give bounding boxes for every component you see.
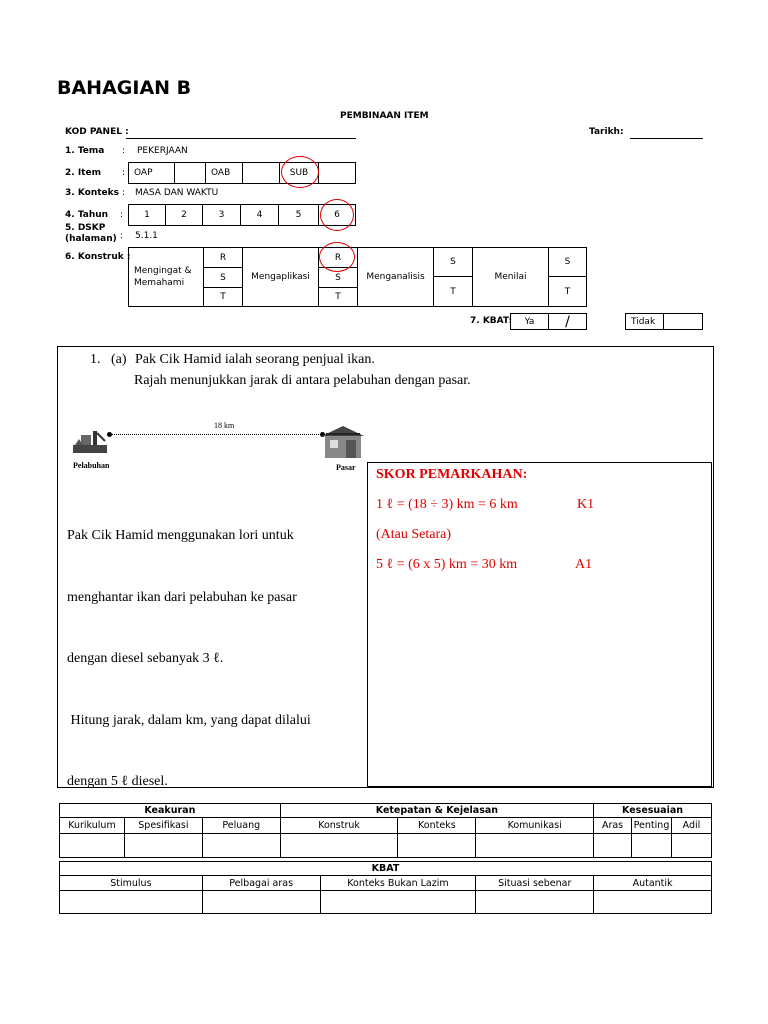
tema-value: PEKERJAAN xyxy=(137,146,188,156)
tahun-option-2[interactable]: 2 xyxy=(165,204,203,226)
col-penting: Penting xyxy=(632,818,672,834)
dskp-colon: : xyxy=(120,231,124,241)
evaluation-table-1 xyxy=(59,803,712,858)
market-icon xyxy=(322,424,364,460)
mengingat-s[interactable]: S xyxy=(203,267,243,288)
question-body-line-5: dengan 5 ℓ diesel. xyxy=(67,774,168,789)
tahun-option-1[interactable]: 1 xyxy=(128,204,166,226)
mengingat-t[interactable]: T xyxy=(203,287,243,307)
cell-stimulus[interactable] xyxy=(60,891,203,914)
konteks-colon: : xyxy=(122,188,126,198)
kbat-ya[interactable]: Ya xyxy=(510,313,549,330)
group-keakuran: Keakuran xyxy=(60,804,281,818)
konteks-value: MASA DAN WAKTU xyxy=(135,188,219,198)
mengaplikasi-r[interactable]: R xyxy=(318,247,358,268)
item-option-blank-1[interactable] xyxy=(174,162,206,184)
start-dot xyxy=(107,432,112,437)
marking-line2: (Atau Setara) xyxy=(376,527,452,542)
cell-peluang[interactable] xyxy=(202,834,280,858)
col-kurikulum: Kurikulum xyxy=(60,818,125,834)
col-konteks-bukan-lazim: Konteks Bukan Lazim xyxy=(320,876,476,891)
konstruk-label: 6. Konstruk : xyxy=(65,252,131,262)
cell-autantik[interactable] xyxy=(594,891,712,914)
group-ketepatan: Ketepatan & Kejelasan xyxy=(280,804,593,818)
item-option-blank-3[interactable] xyxy=(318,162,356,184)
kbat-ya-mark[interactable]: / xyxy=(548,313,587,330)
marking-heading: SKOR PEMARKAHAN: xyxy=(376,467,528,482)
marking-line3: 5 ℓ = (6 x 5) km = 30 km xyxy=(376,557,518,572)
tahun-label: 4. Tahun xyxy=(65,210,109,220)
question-body-line-1: Pak Cik Hamid menggunakan lori untuk xyxy=(67,528,294,543)
col-konteks: Konteks xyxy=(398,818,476,834)
col-konstruk: Konstruk xyxy=(280,818,398,834)
question-body-line-3: dengan diesel sebanyak 3 ℓ. xyxy=(67,651,224,666)
cell-pelbagai-aras[interactable] xyxy=(202,891,320,914)
distance-line xyxy=(109,434,325,435)
tahun-option-3[interactable]: 3 xyxy=(202,204,241,226)
cell-komunikasi[interactable] xyxy=(476,834,594,858)
cell-konteks-bukan-lazim[interactable] xyxy=(320,891,476,914)
mengaplikasi-s[interactable]: S xyxy=(318,267,358,288)
cell-konstruk[interactable] xyxy=(280,834,398,858)
harbour-icon xyxy=(73,427,107,455)
question-body-line-4: Hitung jarak, dalam km, yang dapat dilalui xyxy=(67,712,311,728)
col-komunikasi: Komunikasi xyxy=(476,818,594,834)
marking-mark-a1: A1 xyxy=(575,557,593,572)
menganalisis-t[interactable]: T xyxy=(433,276,473,307)
tema-label: 1. Tema xyxy=(65,146,105,156)
konstruk-mengaplikasi: Mengaplikasi xyxy=(242,247,319,307)
cell-situasi-sebenar[interactable] xyxy=(476,891,594,914)
col-pelbagai-aras: Pelbagai aras xyxy=(202,876,320,891)
dskp-label xyxy=(65,223,117,245)
question-line1: Pak Cik Hamid ialah seorang penjual ikan. xyxy=(135,352,375,367)
konstruk-mengingat: Mengingat & Memahami xyxy=(128,247,204,307)
mengingat-r[interactable]: R xyxy=(203,247,243,268)
item-option-oab[interactable]: OAB xyxy=(205,162,243,184)
marking-mark-k1: K1 xyxy=(577,497,595,512)
konteks-label: 3. Konteks xyxy=(65,188,119,198)
tahun-6-circle-mark xyxy=(320,199,354,231)
dskp-label-line2: (halaman) xyxy=(65,234,117,244)
sub-circle-mark xyxy=(281,156,319,188)
menilai-t[interactable]: T xyxy=(548,276,587,307)
question-body xyxy=(67,485,311,813)
page-title: BAHAGIAN B xyxy=(57,77,192,99)
item-option-oap[interactable]: OAP xyxy=(128,162,175,184)
col-spesifikasi: Spesifikasi xyxy=(124,818,202,834)
kbat-tidak-box[interactable] xyxy=(663,313,703,330)
mengaplikasi-r-circle-mark xyxy=(319,242,355,272)
item-label: 2. Item xyxy=(65,168,101,178)
cell-konteks[interactable] xyxy=(398,834,476,858)
item-option-blank-2[interactable] xyxy=(242,162,280,184)
col-adil: Adil xyxy=(672,818,712,834)
tahun-colon: : xyxy=(120,210,124,220)
tahun-option-4[interactable]: 4 xyxy=(240,204,279,226)
cell-adil[interactable] xyxy=(672,834,712,858)
menganalisis-s[interactable]: S xyxy=(433,247,473,277)
end-label: Pasar xyxy=(336,463,356,472)
tema-colon: : xyxy=(122,146,126,156)
kod-panel-label: KOD PANEL : xyxy=(65,127,129,137)
marking-line1: 1 ℓ = (18 ÷ 3) km = 6 km xyxy=(376,497,518,512)
kbat-label: 7. KBAT: xyxy=(470,316,513,326)
kbat-tidak[interactable]: Tidak xyxy=(625,313,664,330)
form-heading: PEMBINAAN ITEM xyxy=(340,111,429,121)
cell-kurikulum[interactable] xyxy=(60,834,125,858)
menilai-s[interactable]: S xyxy=(548,247,587,277)
tarikh-field[interactable] xyxy=(630,138,703,139)
question-body-line-2: menghantar ikan dari pelabuhan ke pasar xyxy=(67,589,297,605)
col-situasi-sebenar: Situasi sebenar xyxy=(476,876,594,891)
question-part: (a) xyxy=(111,352,127,367)
distance-label: 18 km xyxy=(214,421,235,430)
konstruk-menganalisis: Menganalisis xyxy=(357,247,434,307)
cell-penting[interactable] xyxy=(632,834,672,858)
tarikh-label: Tarikh: xyxy=(589,127,624,137)
question-line2: Rajah menunjukkan jarak di antara pelabuhan dengan pasar. xyxy=(134,373,471,388)
col-aras: Aras xyxy=(594,818,632,834)
question-number: 1. xyxy=(90,352,101,367)
item-colon: : xyxy=(122,168,126,178)
group-kesesuaian: Kesesuaian xyxy=(594,804,712,818)
kod-panel-field[interactable] xyxy=(126,138,356,139)
col-stimulus: Stimulus xyxy=(60,876,203,891)
konstruk-menilai: Menilai xyxy=(472,247,549,307)
tahun-option-6[interactable]: 6 xyxy=(318,204,356,226)
start-label: Pelabuhan xyxy=(73,461,110,470)
evaluation-table-2 xyxy=(59,861,712,914)
dskp-label-line1: 5. DSKP xyxy=(65,223,106,233)
cell-spesifikasi[interactable] xyxy=(124,834,202,858)
item-option-sub[interactable]: SUB xyxy=(279,162,319,184)
tahun-option-5[interactable]: 5 xyxy=(278,204,319,226)
kbat-table-heading: KBAT xyxy=(60,862,712,876)
cell-aras[interactable] xyxy=(594,834,632,858)
mengaplikasi-t[interactable]: T xyxy=(318,287,358,307)
col-peluang: Peluang xyxy=(202,818,280,834)
col-autantik: Autantik xyxy=(594,876,712,891)
dskp-value: 5.1.1 xyxy=(135,231,158,241)
